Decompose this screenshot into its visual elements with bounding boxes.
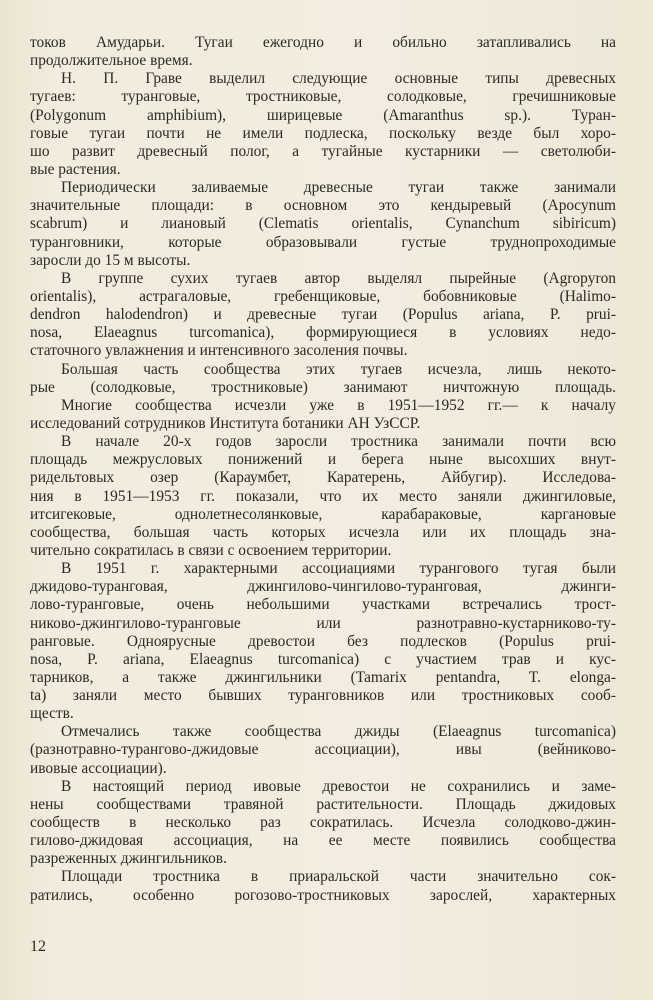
text-line: ранговые. Одноярусные древостои без подлесков (Populus prui- xyxy=(30,632,616,650)
text-line: scabrum) и лиановый (Clematis orientalis, Cynanchum sibiricum) xyxy=(30,215,616,233)
text-line: dendron halodendron) и древесные тугаи (Populus ariana, P. prui- xyxy=(30,306,616,324)
text-line: ществ. xyxy=(30,705,74,723)
text-line: (разнотравно-турангово-джидовые ассоциации), ивы (вейниково- xyxy=(30,741,616,759)
text-line: ния в 1951—1953 гг. показали, что их место заняли джингиловые, xyxy=(30,487,616,505)
text-line: джидово-туранговая, джингилово-чингилово-туранговая, джинги- xyxy=(30,578,616,596)
text-line: лово-туранговые, очень небольшими участками встречались трост- xyxy=(30,596,616,614)
text-line: говые тугаи почти не имели подлеска, поскольку везде был хоро- xyxy=(30,124,616,142)
text-line: ивовые ассоциации). xyxy=(30,759,167,777)
text-line: шо развит древесный полог, а тугайные кустарники — светолюби- xyxy=(30,142,616,160)
text-line: токов Амударьи. Тугаи ежегодно и обильно затапливались на xyxy=(30,34,616,51)
text-line: Большая часть сообщества этих тугаев исчезла, лишь некото- xyxy=(61,360,616,378)
text-line: orientalis), астрагаловые, гребенщиковые, бобовниковые (Halimo- xyxy=(30,287,616,305)
text-line: вые растения. xyxy=(30,160,121,178)
text-line: гилово-джидовая ассоциация, на ее месте появились сообщества xyxy=(30,832,616,850)
text-line: продолжительное время. xyxy=(30,52,193,70)
text-line: nosa, P. ariana, Elaeagnus turcomanica) с участием трав и кус- xyxy=(30,650,616,668)
text-line: итсигековые, однолетнесолянковые, карабараковые, каргановые xyxy=(30,505,616,523)
text-line: Отмечались также сообщества джиды (Elaeagnus turcomanica) xyxy=(61,723,616,741)
text-line: В начале 20-х годов заросли тростника занимали почти всю xyxy=(61,433,616,451)
text-line: сообщества, большая часть которых исчезла или их площадь зна- xyxy=(30,523,616,541)
text-line: ta) заняли место бывших туранговников или тростниковых сооб- xyxy=(30,687,616,705)
text-line: В 1951 г. характерными ассоциациями турангового тугая были xyxy=(61,560,616,578)
text-line: Многие сообщества исчезли уже в 1951—1952 гг.— к началу xyxy=(61,396,616,414)
text-line: значительные площади: в основном это кендыревый (Apocynum xyxy=(30,197,616,215)
text-line: тарников, а также джингильники (Tamarix pentandra, T. elonga- xyxy=(30,668,616,686)
text-line: В настоящий период ивовые древостои не сохранились и заме- xyxy=(61,777,616,795)
text-line: туранговники, которые образовывали густые труднопроходимые xyxy=(30,233,616,251)
text-line: исследований сотрудников Института ботаники АН УзССР. xyxy=(30,414,421,432)
text-line: nosa, Elaeagnus turcomanica), формирующиеся в условиях недо- xyxy=(30,324,616,342)
text-line: нены сообществами травяной растительности. Площадь джидовых xyxy=(30,795,616,813)
text-line: никово-джингилово-туранговые или разнотравно-кустарниково-ту- xyxy=(30,614,616,632)
text-line: тугаев: туранговые, тростниковые, солодковые, гречишниковые xyxy=(30,88,616,106)
text-line: рые (солодковые, тростниковые) занимают ничтожную площадь. xyxy=(30,378,616,396)
text-line: разреженных джингильников. xyxy=(30,850,227,868)
text-line: Н. П. Граве выделил следующие основные типы древесных xyxy=(61,70,616,88)
text-line: ратились, особенно рогозово-тростниковых зарослей, характерных xyxy=(30,886,616,904)
text-line: В группе сухих тугаев автор выделял пырейные (Agropyron xyxy=(61,269,616,287)
text-line: ридельтовых озер (Караумбет, Каратерень, Айбугир). Исследова- xyxy=(30,469,616,487)
text-line: статочного увлажнения и интенсивного засоления почвы. xyxy=(30,342,408,360)
page-number: 12 xyxy=(30,938,46,955)
text-line: (Polygonum amphibium), ширицевые (Amaranthus sp.). Туран- xyxy=(30,106,616,124)
body-text xyxy=(30,34,616,905)
text-line: Периодически заливаемые древесные тугаи также занимали xyxy=(61,179,616,197)
text-line: Площади тростника в приаральской части значительно сок- xyxy=(61,868,616,886)
text-line: заросли до 15 м высоты. xyxy=(30,251,191,269)
text-line: площадь межрусловых понижений и берега ныне высохших внут- xyxy=(30,451,616,469)
text-line: сообществ в несколько раз сократилась. Исчезла солодково-джин- xyxy=(30,814,616,832)
text-line: чительно сократилась в связи с освоением территории. xyxy=(30,541,392,559)
